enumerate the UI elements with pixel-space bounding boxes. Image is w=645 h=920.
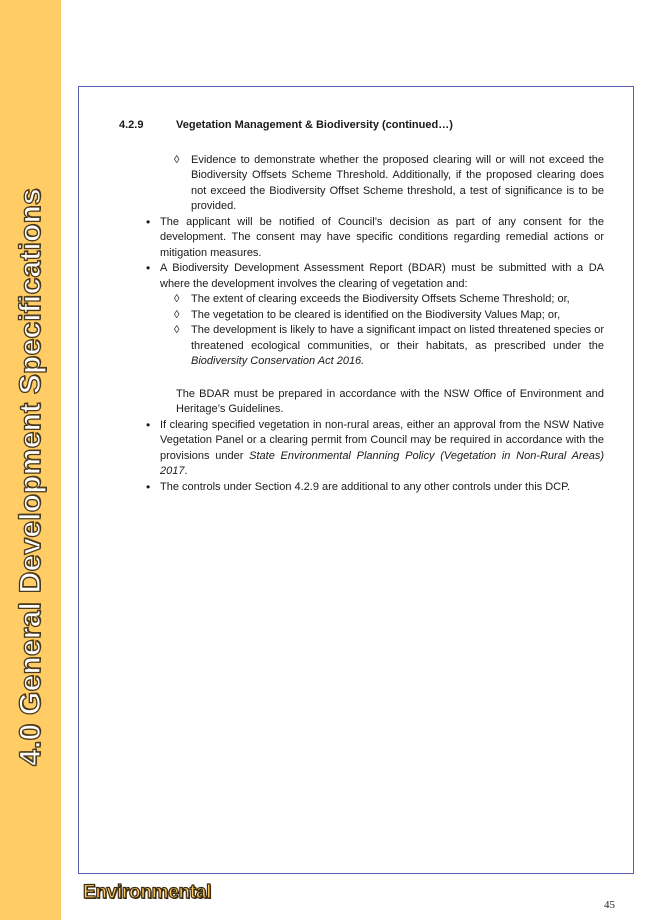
bullet-item-non-rural xyxy=(119,418,604,480)
bullet-text-end: . xyxy=(184,465,188,477)
bullet-marker: • xyxy=(146,417,151,432)
section-heading xyxy=(119,118,604,134)
sub-item-clearing-extent xyxy=(119,292,604,308)
diamond-marker: ◊ xyxy=(174,324,180,336)
bullet-marker: • xyxy=(146,479,151,494)
sub-item-values-map xyxy=(119,308,604,324)
sub-item-text: The extent of clearing exceeds the Biodiversity Offsets Scheme Threshold; or, xyxy=(191,293,570,305)
page-number: 45 xyxy=(604,899,615,911)
diamond-marker: ◊ xyxy=(174,293,180,305)
sepp-name: State Environmental Planning Policy (Vegetation in Non-Rural Areas) 2017 xyxy=(160,449,604,477)
footer-section-label: Environmental xyxy=(83,882,212,903)
sidebar-title: 4.0 General Development Specifications xyxy=(14,188,47,766)
sub-item-text: The development is likely to have a significant impact on listed threatened species or threatened ecological communities, or their habitats, as prescribed under the xyxy=(191,324,604,352)
bullet-text: The controls under Section 4.2.9 are additional to any other controls under this DCP. xyxy=(160,480,571,493)
sub-item-text: The vegetation to be cleared is identified on the Biodiversity Values Map; or, xyxy=(191,308,561,321)
bullet-text: If clearing specified vegetation in non-rural areas, either an approval from the NSW Native Vegetation Panel or a clearing permit from Council may be required in accordance with the provisions under xyxy=(160,418,604,462)
diamond-marker: ◊ xyxy=(174,153,180,166)
diamond-marker: ◊ xyxy=(174,308,180,321)
bullet-text: The applicant will be notified of Council’s decision as part of any consent for the development. The consent may have specific conditions regarding remedial actions or mitigation measures. xyxy=(160,215,604,259)
bullet-item-controls xyxy=(119,480,604,496)
bullet-item-bdar xyxy=(119,261,604,292)
sub-item-significant-impact xyxy=(119,323,604,370)
bullet-item-notification xyxy=(119,215,604,262)
bullet-marker: • xyxy=(146,261,151,275)
act-name: Biodiversity Conservation Act 2016. xyxy=(191,355,365,367)
sub-item-evidence xyxy=(119,153,604,215)
bdar-guidelines-note: The BDAR must be prepared in accordance with the NSW Office of Environment and Heritage’s Guidelines. xyxy=(176,387,604,415)
section-title: Vegetation Management & Biodiversity (continued…) xyxy=(176,119,453,131)
bullet-text: A Biodiversity Development Assessment Report (BDAR) must be submitted with a DA where the development involves the clearing of vegetation and: xyxy=(160,262,604,290)
section-number: 4.2.9 xyxy=(119,119,144,131)
sidebar xyxy=(0,0,61,920)
document-body xyxy=(119,118,604,495)
bullet-marker: • xyxy=(146,214,151,229)
sub-item-text: Evidence to demonstrate whether the proposed clearing will or will not exceed the Biodiversity Offsets Scheme Threshold. Additionally, if the proposed clearing does not exceed the Biodiversity Offset Scheme threshold, a test of significance is to be provided. xyxy=(191,153,604,212)
